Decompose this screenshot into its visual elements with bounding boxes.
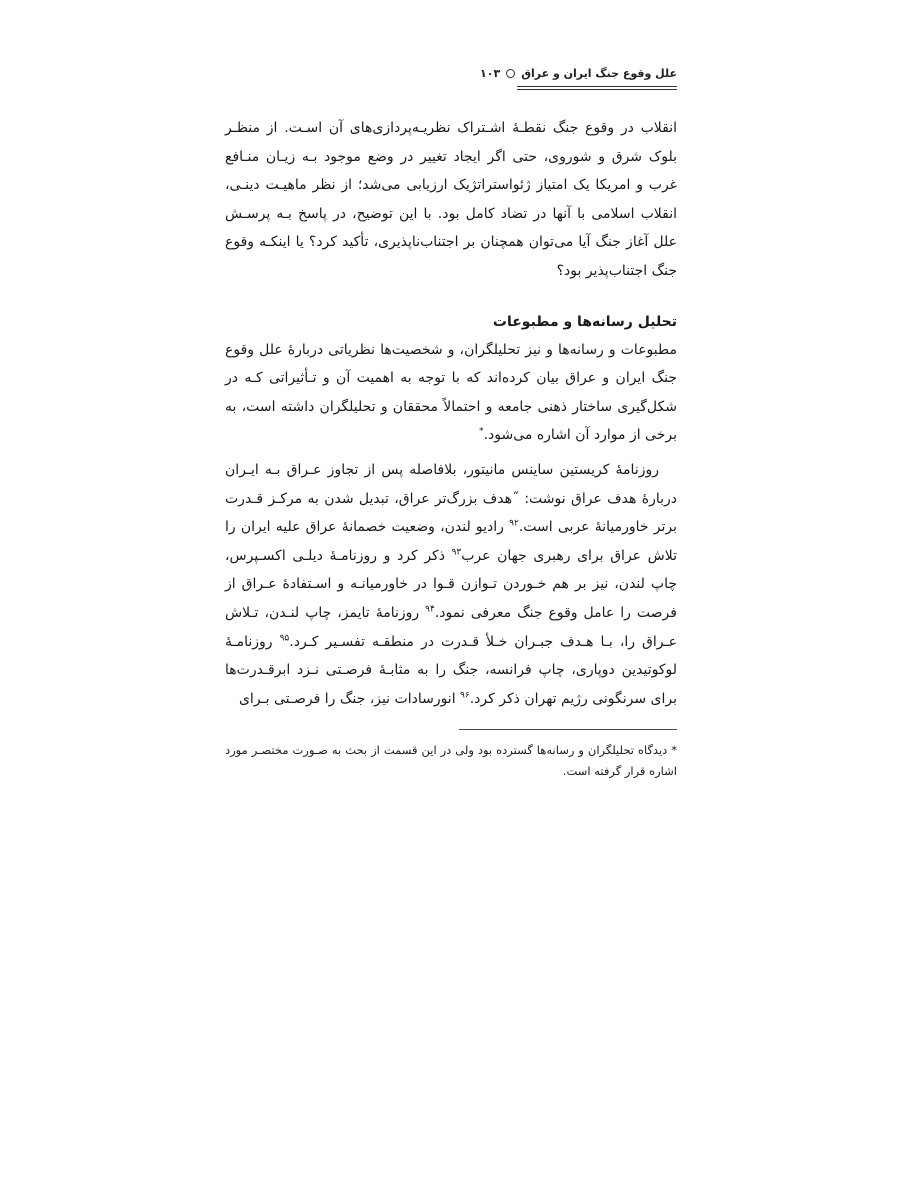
section-paragraph-2: [225, 456, 677, 713]
endnote-ref-94: ۹۴: [425, 604, 435, 615]
footnote-rule: [459, 729, 677, 730]
paragraph-2-segment-1: روزنامهٔ کریستین ساینس مانیتور، بلافاصله پس از تجاوز عـراق بـه ایـران دربارهٔ هدف عراق نوشت: ˝هدف بزرگ‌تر عراق، تبدیل شدن به مرکـز قـدرت برتر خاورمیانهٔ عربی است.: [225, 461, 677, 536]
book-page: [225, 60, 677, 782]
running-head-rule: [517, 86, 677, 90]
circle-separator-icon: [506, 69, 515, 78]
running-head: [225, 60, 677, 86]
endnote-ref-95: ۹۵: [279, 632, 290, 643]
paragraph-1-text: مطبوعات و رسانه‌ها و نیز تحلیلگران، و شخصیت‌ها نظریاتی دربارهٔ علل وقوع جنگ ایران و عراق بیان کرده‌اند که با توجه به اهمیت آن و تـأثیراتی کـه در شکل‌گیری ساختار ذهنی جامعه و احتمالاً محققان و تحلیلگران داشته است، به برخی از موارد آن اشاره می‌شود.: [225, 341, 677, 444]
intro-paragraph: انقلاب در وقوع جنگ نقطـهٔ اشـتراک نظریـه‌پردازی‌های آن اسـت. از منظـر بلوک شرق و شوروی، حتی اگر ایجاد تغییر در وضع موجود بـه زیـان منـافع غرب و امریکا یک امتیاز ژئواستراتژیک ارزیابی می‌شد؛ از نظر ماهیـت دینـی، انقلاب اسلامی با آنها در تضاد کامل بود. با این توضیح، در پاسخ بـه پرسـش علل آغاز جنگ آیا می‌توان همچنان بر اجتناب‌ناپذیری، تأکید کرد؟ یا اینکـه وقوع جنگ اجتناب‌پذیر بود؟: [225, 120, 677, 279]
page-number: ۱۰۳: [480, 66, 501, 80]
section-heading: تحلیل رسانه‌ها و مطبوعات: [492, 313, 677, 330]
paragraph-2-segment-5: روزنامـهٔ لوکوتیدین دوپاری، چاپ فرانسه، جنگ را به مثابـهٔ فرصـتی نـزد ابرقـدرت‌ها برای سرنگونی رژیم تهران ذکر کرد.: [225, 633, 677, 707]
endnote-ref-92: ۹۲: [509, 518, 519, 529]
footnote-marker: *: [479, 426, 484, 437]
running-head-title: علل وقوع جنگ ایران و عراق: [521, 66, 677, 80]
paragraph-2-segment-6: انورسادات نیز، جنگ را فرصـتی بـرای: [238, 690, 461, 707]
section-paragraph-1: [225, 336, 677, 450]
section-spacer: [225, 286, 677, 308]
paragraph-2-segment-2: رادیو لندن، وضعیت خصمانهٔ عراق علیه ایران را تلاش عراق برای رهبری جهان عرب: [225, 519, 677, 564]
endnote-ref-96: ۹۶: [460, 690, 470, 701]
paragraph-2-segment-4: روزنامهٔ تایمز، چاپ لنـدن، تـلاش عـراق را، بـا هـدف جبـران خـلأ قـدرت در منطقـه تفسـیر کـرد.: [225, 604, 677, 650]
endnote-ref-93: ۹۳: [451, 547, 462, 558]
paragraph-2-segment-3: ذکر کرد و روزنامـهٔ دیلـی اکسـپرس، چاپ لندن، نیز بر هم خـوردن تـوازن قـوا در خاورمیانـه و اسـتفادهٔ عـراق از فرصت را عامل وقوع جنگ معرفی نمود.: [225, 547, 677, 621]
footnote: * دیدگاه تحلیلگران و رسانه‌ها گسترده بود ولی در این قسمت از بحث به صـورت مختصـر مورد اشاره قرار گرفته است.: [225, 743, 677, 779]
